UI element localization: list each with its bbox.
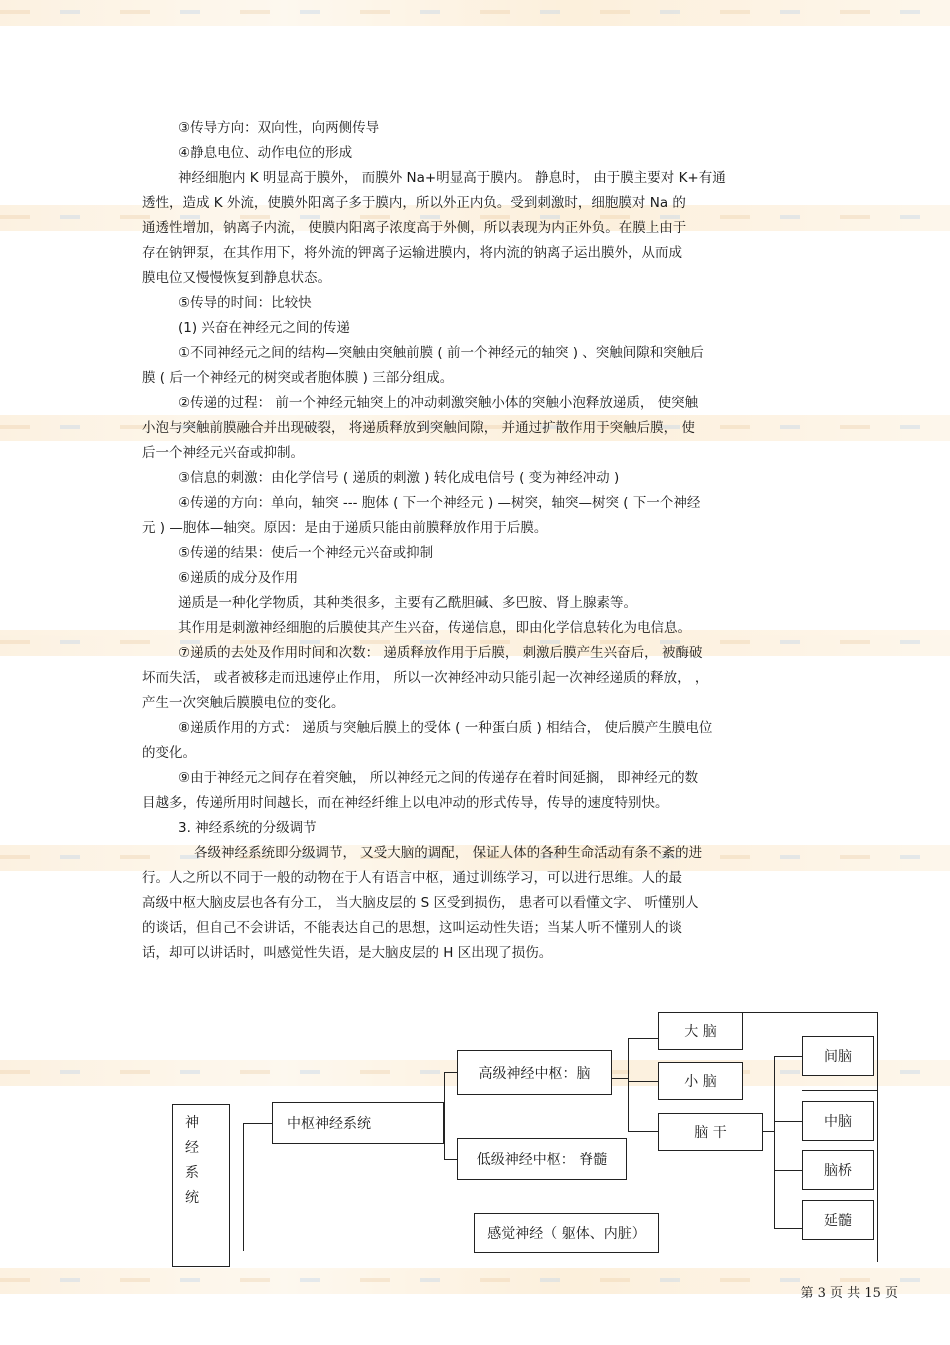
nervous-system-box — [172, 1104, 230, 1267]
text-line: 元 ) —胞体—轴突。原因：是由于递质只能由前膜释放作用于后膜。 — [142, 520, 548, 536]
text-line: 目越多，传递所用时间越长，而在神经纤维上以电冲动的形式传导，传导的速度特别快。 — [142, 795, 669, 811]
cerebellum-label: 小 脑 — [684, 1074, 717, 1090]
text-line: 膜电位又慢慢恢复到静息状态。 — [142, 270, 331, 286]
sensory-label: 感觉神经（ 躯体、内脏） — [487, 1226, 646, 1242]
text-line: ③信息的刺激：由化学信号 ( 递质的刺激 ) 转化成电信号 ( 变为神经冲动 ) — [178, 470, 620, 486]
brainstem-label: 脑 干 — [694, 1125, 727, 1141]
medulla-box — [802, 1200, 874, 1240]
brainstem-box — [658, 1113, 763, 1151]
connector-line — [743, 1012, 877, 1013]
cerebrum-box — [658, 1012, 743, 1050]
text-line: 递质是一种化学物质，其种类很多，主要有乙酰胆碱、多巴胺、肾上腺素等。 — [178, 595, 637, 611]
midbrain-box — [802, 1101, 874, 1141]
connector-line — [774, 1056, 775, 1228]
text-line: 坏而失活， 或者被移走而迅速停止作用， 所以一次神经冲动只能引起一次神经递质的释放， ， — [142, 670, 709, 686]
midbrain-label: 中脑 — [824, 1114, 852, 1130]
text-line: ③传导方向：双向性，向两侧传导 — [178, 120, 380, 136]
text-line: ④静息电位、动作电位的形成 — [178, 145, 353, 161]
low-center-label: 低级神经中枢： 脊髓 — [476, 1152, 608, 1168]
text-line: 存在钠钾泵，在其作用下，将外流的钾离子运输进膜内，将内流的钠离子运出膜外，从而成 — [142, 245, 682, 261]
text-line: 其作用是刺激神经细胞的后膜使其产生兴奋，传递信息，即由化学信息转化为电信息。 — [178, 620, 691, 636]
text-line: 话，却可以讲话时，叫感觉性失语，是大脑皮层的 H 区出现了损伤。 — [142, 945, 553, 961]
connector-line — [628, 1038, 658, 1039]
connector-line — [774, 1121, 802, 1122]
connector-line — [628, 1038, 629, 1131]
central-label: 中枢神经系统 — [287, 1116, 371, 1132]
connector-line — [774, 1228, 802, 1229]
connector-line — [802, 1090, 877, 1091]
connector-line — [444, 1159, 457, 1160]
connector-line — [243, 1123, 244, 1251]
low-center-box — [457, 1138, 627, 1180]
pons-box — [802, 1150, 874, 1190]
connector-line — [444, 1072, 457, 1073]
text-line: ④传递的方向：单向，轴突 --- 胞体 ( 下一个神经元 ) —树突，轴突—树突 ( 下一个神经 — [178, 495, 701, 511]
root-char: 经 — [185, 1140, 199, 1156]
text-line: 后一个神经元兴奋或抑制。 — [142, 445, 304, 461]
text-line: 的变化。 — [142, 745, 196, 761]
root-char: 系 — [185, 1165, 199, 1181]
connector-line — [774, 1170, 802, 1171]
text-line: 3. 神经系统的分级调节 — [178, 820, 317, 836]
connector-line — [628, 1081, 658, 1082]
connector-line — [243, 1123, 272, 1124]
root-char: 神 — [185, 1115, 199, 1131]
text-line: 行。人之所以不同于一般的动物在于人有语言中枢，通过训练学习，可以进行思维。人的最 — [142, 870, 682, 886]
text-line: 透性，造成 K 外流，使膜外阳离子多于膜内，所以外正内负。受到刺激时，细胞膜对 Na 的 — [142, 195, 686, 211]
text-line: ⑤传导的时间：比较快 — [178, 295, 312, 311]
diencephalon-box — [802, 1036, 874, 1076]
connector-line — [763, 1131, 774, 1132]
sensory-nerve-box — [474, 1213, 659, 1253]
text-line: 神经细胞内 K 明显高于膜外， 而膜外 Na+明显高于膜内。 静息时， 由于膜主要对 K+有通 — [178, 170, 726, 186]
watermark-band — [0, 0, 950, 26]
text-line: 膜 ( 后一个神经元的树突或者胞体膜 ) 三部分组成。 — [142, 370, 454, 386]
root-char: 统 — [185, 1190, 199, 1206]
connector-line — [877, 1012, 878, 1262]
cerebrum-label: 大 脑 — [684, 1024, 717, 1040]
pons-label: 脑桥 — [824, 1163, 852, 1179]
connector-line — [628, 1131, 658, 1132]
cerebellum-box — [658, 1062, 743, 1100]
text-line: ⑥递质的成分及作用 — [178, 570, 299, 586]
text-line: ⑤传递的结果：使后一个神经元兴奋或抑制 — [178, 545, 434, 561]
page-number: 第 3 页 共 15 页 — [800, 1286, 898, 1301]
text-line: (1) 兴奋在神经元之间的传递 — [178, 320, 350, 336]
document-body — [142, 116, 807, 966]
connector-line — [444, 1072, 445, 1159]
text-line: 产生一次突触后膜膜电位的变化。 — [142, 695, 345, 711]
connector-line — [612, 1078, 628, 1079]
connector-line — [774, 1056, 802, 1057]
diencephalon-label: 间脑 — [824, 1049, 852, 1065]
text-line: ⑧递质作用的方式： 递质与突触后膜上的受体 ( 一种蛋白质 ) 相结合， 使后膜产生膜电位 — [178, 720, 713, 736]
text-line: ②传递的过程： 前一个神经元轴突上的冲动刺激突触小体的突触小泡释放递质， 使突触 — [178, 395, 699, 411]
central-nervous-system-box — [272, 1102, 444, 1144]
high-center-label: 高级神经中枢：脑 — [478, 1065, 591, 1082]
text-line: 的谈话，但自己不会讲话，不能表达自己的思想，这叫运动性失语；当某人听不懂别人的谈 — [142, 920, 682, 936]
text-line: ①不同神经元之间的结构—突触由突触前膜 ( 前一个神经元的轴突 ) 、突触间隙和突触后 — [178, 345, 704, 361]
text-line: 通透性增加，钠离子内流， 使膜内阳离子浓度高于外侧，所以表现为内正外负。在膜上由于 — [142, 220, 687, 236]
text-line: ⑨由于神经元之间存在着突触， 所以神经元之间的传递存在着时间延搁， 即神经元的数 — [178, 770, 699, 786]
text-line: 各级神经系统即分级调节， 又受大脑的调配， 保证人体的各种生命活动有条不紊的进 — [194, 845, 703, 861]
high-center-box — [457, 1050, 612, 1095]
text-line: ⑦递质的去处及作用时间和次数： 递质释放作用于后膜， 刺激后膜产生兴奋后， 被酶破 — [178, 645, 703, 661]
text-line: 小泡与突触前膜融合并出现破裂， 将递质释放到突触间隙， 并通过扩散作用于突触后膜， 使 — [142, 420, 695, 436]
text-line: 高级中枢大脑皮层也各有分工， 当大脑皮层的 S 区受到损伤， 患者可以看懂文字、 听懂别人 — [142, 895, 699, 911]
medulla-label: 延髓 — [824, 1213, 852, 1229]
